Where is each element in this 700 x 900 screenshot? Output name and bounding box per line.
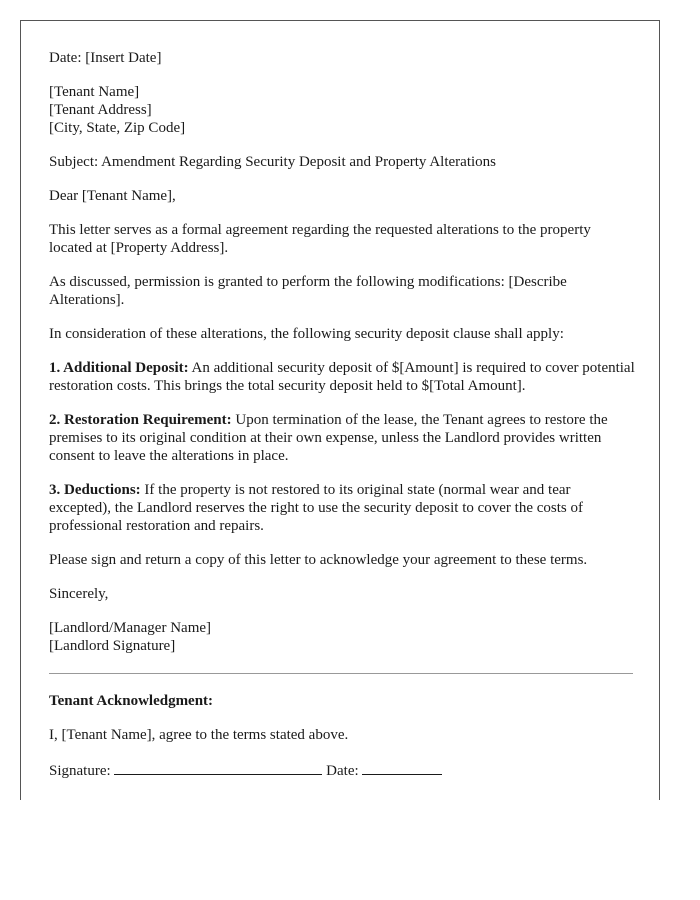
- closing: Sincerely,: [49, 586, 109, 602]
- signature-label: Signature:: [49, 763, 111, 779]
- recipient-city: [City, State, Zip Code]: [49, 120, 186, 136]
- acknowledgment-statement: I, [Tenant Name], agree to the terms stated above.: [49, 727, 349, 743]
- consideration-paragraph: In consideration of these alterations, the following security deposit clause shall apply:: [49, 326, 564, 342]
- letter-page: [20, 20, 660, 800]
- clause-text: If the property is not restored to its original state (normal wear and tear excepted), the Landlord reserves the right to use the security deposit to cover the costs of professional restoration and repairs.: [49, 482, 583, 534]
- signature-line: [49, 760, 635, 780]
- signature-blank[interactable]: [114, 760, 322, 775]
- clause-text: Upon termination of the lease, the Tenant agrees to restore the premises to its original condition at their own expense, unless the Landlord provides written consent to leave the alterations in place.: [49, 412, 608, 464]
- recipient-address: [Tenant Address]: [49, 102, 152, 118]
- clause-text: An additional security deposit of $[Amount] is required to cover potential restoration costs. This brings the total security deposit held to $[Total Amount].: [49, 360, 635, 394]
- closing-request: Please sign and return a copy of this letter to acknowledge your agreement to these terms.: [49, 552, 588, 568]
- date-label: Date:: [326, 763, 359, 779]
- clause-restoration-requirement: [49, 411, 635, 465]
- clause-additional-deposit: [49, 359, 635, 395]
- salutation: Dear [Tenant Name],: [49, 188, 176, 204]
- date-blank[interactable]: [362, 760, 442, 775]
- letter-date: Date: [Insert Date]: [49, 50, 162, 66]
- letter-content: [49, 49, 635, 796]
- permission-paragraph: As discussed, permission is granted to perform the following modifications: [Describe Alterations].: [49, 274, 567, 308]
- clause-deductions: [49, 481, 635, 535]
- recipient-block: [49, 83, 635, 137]
- sender-block: [49, 619, 635, 655]
- recipient-name: [Tenant Name]: [49, 84, 140, 100]
- clause-title: 1. Additional Deposit:: [49, 360, 189, 376]
- acknowledgment-title: Tenant Acknowledgment:: [49, 693, 214, 709]
- clause-title: 2. Restoration Requirement:: [49, 412, 232, 428]
- section-divider: [49, 673, 633, 674]
- letter-subject: Subject: Amendment Regarding Security Deposit and Property Alterations: [49, 154, 497, 170]
- sender-signature: [Landlord Signature]: [49, 638, 176, 654]
- clause-title: 3. Deductions:: [49, 482, 141, 498]
- intro-paragraph: This letter serves as a formal agreement regarding the requested alterations to the property located at [Property Address].: [49, 222, 591, 256]
- sender-name: [Landlord/Manager Name]: [49, 620, 212, 636]
